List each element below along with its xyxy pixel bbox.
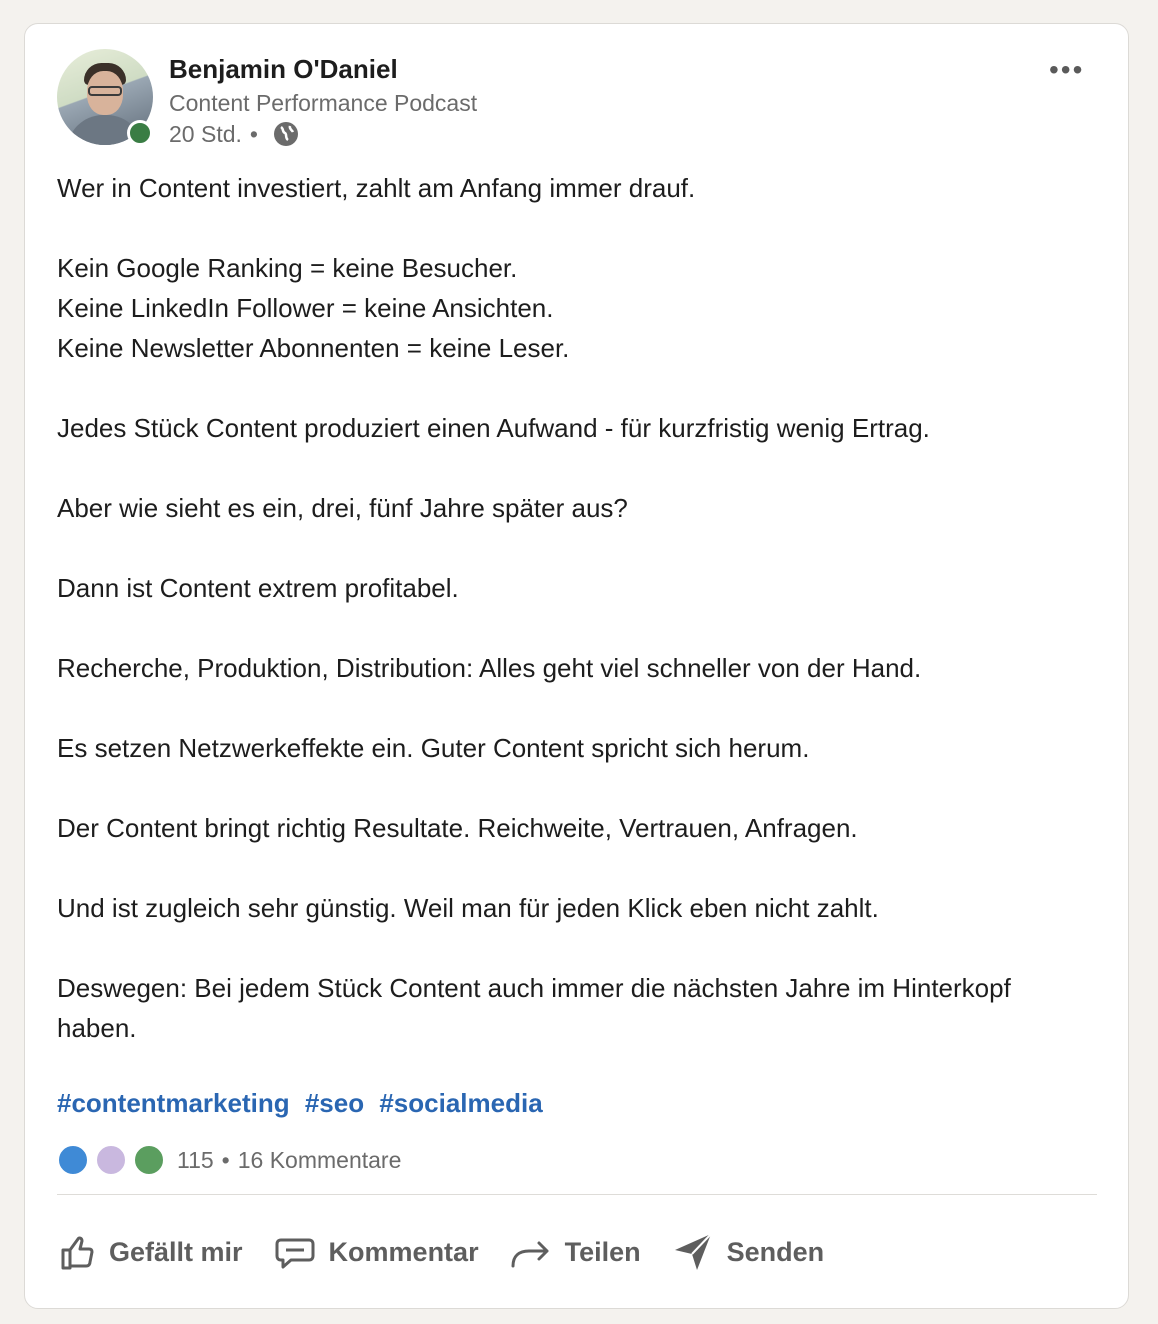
post-paragraph: Recherche, Produktion, Distribution: Alles geht viel schneller von der Hand.: [57, 653, 922, 683]
action-bar: [57, 1230, 854, 1274]
hashtag-link[interactable]: #contentmarketing: [57, 1088, 290, 1118]
post-paragraph: Wer in Content investiert, zahlt am Anfang immer drauf.: [57, 173, 696, 203]
post-paragraph: Dann ist Content extrem profitabel.: [57, 573, 459, 603]
more-options-button[interactable]: •••: [1049, 54, 1085, 85]
share-label: Teilen: [564, 1236, 641, 1267]
author-name[interactable]: Benjamin O'Daniel: [169, 54, 398, 84]
globe-icon: [272, 120, 300, 148]
social-separator: •: [221, 1146, 230, 1173]
social-counts[interactable]: [57, 1144, 401, 1176]
comment-icon: [273, 1232, 317, 1272]
online-status-icon: [127, 120, 153, 146]
author-subtitle: Content Performance Podcast: [169, 90, 478, 116]
like-reaction-icon: [57, 1144, 89, 1176]
post-paragraph: Jedes Stück Content produziert einen Aufwand - für kurzfristig wenig Ertrag.: [57, 413, 930, 443]
hashtag-link[interactable]: #seo: [304, 1088, 365, 1118]
post-paragraph: Es setzen Netzwerkeffekte ein. Guter Content spricht sich herum.: [57, 733, 810, 763]
post-body: [57, 168, 1097, 1088]
celebrate-reaction-icon: [133, 1144, 165, 1176]
comment-count[interactable]: 16 Kommentare: [237, 1146, 402, 1173]
send-label: Senden: [726, 1236, 825, 1267]
send-button[interactable]: [671, 1230, 825, 1274]
share-button[interactable]: [509, 1232, 641, 1272]
thumbs-up-icon: [57, 1232, 97, 1272]
share-arrow-icon: [509, 1232, 553, 1272]
send-icon: [671, 1230, 715, 1274]
post-paragraph: Aber wie sieht es ein, drei, fünf Jahre später aus?: [57, 493, 628, 523]
post-card: [24, 23, 1129, 1309]
divider: [57, 1194, 1097, 1195]
hashtags: [57, 1088, 551, 1119]
post-paragraph: Kein Google Ranking = keine Besucher. Keine LinkedIn Follower = keine Ansichten. Keine Newsletter Abonnenten = keine Leser.: [57, 253, 570, 363]
comment-label: Kommentar: [328, 1236, 479, 1267]
hashtag-link[interactable]: #socialmedia: [379, 1088, 543, 1118]
post-paragraph: Deswegen: Bei jedem Stück Content auch immer die nächsten Jahre im Hinterkopf haben.: [57, 973, 1011, 1043]
post-meta: [169, 120, 300, 148]
post-time: 20 Std.: [169, 120, 242, 147]
like-label: Gefällt mir: [109, 1236, 243, 1267]
love-reaction-icon: [95, 1144, 127, 1176]
post-paragraph: Der Content bringt richtig Resultate. Reichweite, Vertrauen, Anfragen.: [57, 813, 858, 843]
post-paragraph: Und ist zugleich sehr günstig. Weil man für jeden Klick eben nicht zahlt.: [57, 893, 879, 923]
reaction-count[interactable]: 115: [177, 1146, 214, 1173]
meta-separator: •: [249, 120, 258, 147]
comment-button[interactable]: [273, 1232, 479, 1272]
avatar-glasses: [88, 86, 122, 96]
like-button[interactable]: [57, 1232, 243, 1272]
